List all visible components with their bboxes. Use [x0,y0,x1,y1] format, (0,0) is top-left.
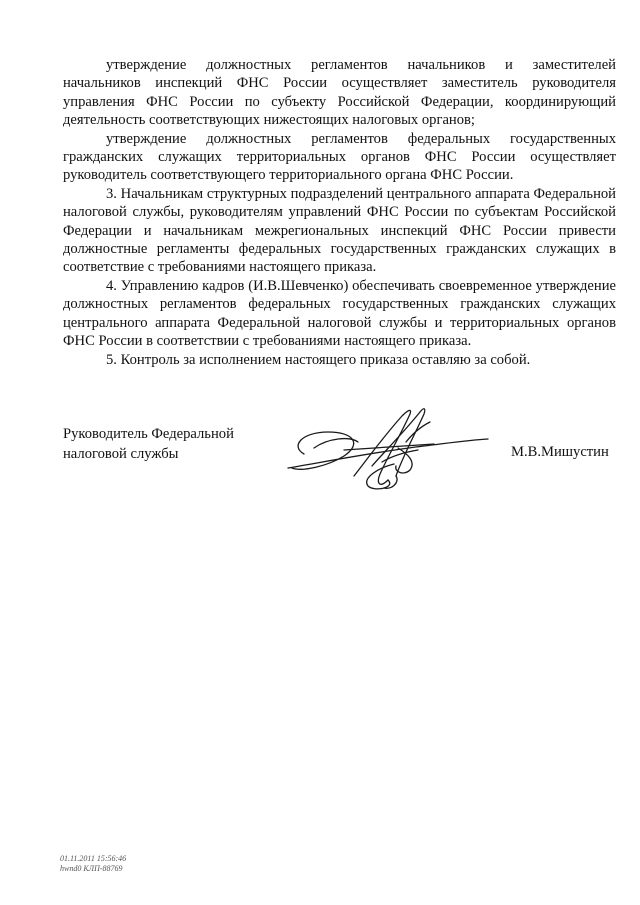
paragraph-item-5: 5. Контроль за исполнением настоящего приказа оставляю за собой. [106,351,531,368]
signatory-title [63,425,234,464]
signatory-title-line-1: Руководитель Федеральной [63,426,234,442]
signatory-name: М.В.Мишустин [511,444,609,460]
handwritten-signature [284,402,490,494]
paragraph-approval-territorial: утверждение должностных регламентов федеральных государственных гражданских служащих территориальных органов ФНС России осуществляет руководитель соответствующего территориального органа ФНС России. [63,130,616,184]
signatory-title-line-2: налоговой службы [63,445,179,462]
paragraph-item-3: 3. Начальникам структурных подразделений центрального аппарата Федеральной налоговой службы, руководителям управлений ФНС России по субъектам Российской Федерации и начальникам межрегиональных инспекций ФНС России привести должностные регламенты федеральных государственных гражданских служащих в соответствие с требованиями настоящего приказа. [63,185,616,276]
footer-reference: hwnd0 КЛП-88769 [60,864,123,873]
paragraph-approval-inspections: утверждение должностных регламентов начальников и заместителей начальников инспекций ФНС России осуществляет заместитель руководителя управления ФНС России по субъекту Российской Федерации, координирующий деятельность соответствующих нижестоящих налоговых органов; [63,57,616,129]
document-body [63,56,616,369]
document-footer-stamp [60,854,126,874]
footer-timestamp: 01.11.2011 15:56:46 [60,854,127,863]
paragraph-item-4: 4. Управлению кадров (И.В.Шевченко) обеспечивать своевременное утверждение должностных регламентов федеральных государственных гражданских служащих центрального аппарата Федеральной налоговой службы и территориальных органов ФНС России в соответствии с требованиями настоящего приказа. [63,277,616,350]
